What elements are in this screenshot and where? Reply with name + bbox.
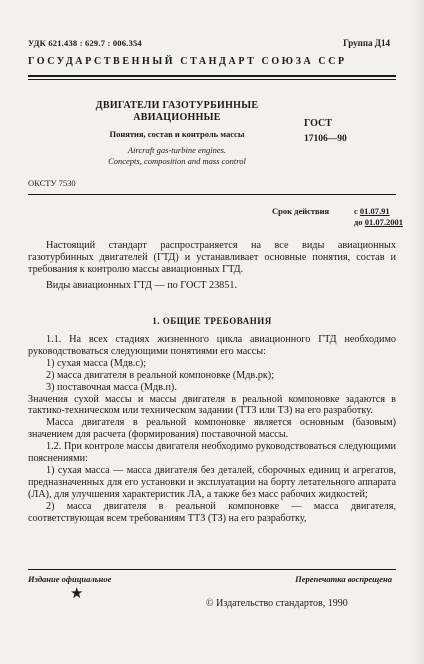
header-rule-thin [28, 79, 396, 80]
header-rule-thick [28, 75, 396, 77]
title-subtitle: Понятия, состав и контроль массы [109, 129, 245, 139]
star-icon: ★ [70, 586, 84, 602]
paragraph-base-mass: Масса двигателя в реальной компоновке является основным (базовым) значением для расчета (формирования) поставочной массы. [28, 417, 396, 441]
udk-code: УДК 621.438 : 629.7 : 006.354 [28, 38, 142, 48]
copyright-notice: © Издательство стандартов, 1990 [206, 598, 348, 609]
section-1-text [28, 334, 396, 525]
list-item-1: 1) сухая масса (Мдв.с); [46, 357, 147, 369]
english-title-2: Concepts, composition and mass control [108, 156, 246, 166]
paragraph-1-2: 1.2. При контроле массы двигателя необходимо руководствоваться следующими пояснениями: [28, 441, 396, 465]
okstu-code: ОКСТУ 7530 [28, 178, 76, 188]
page-edge-shadow [414, 0, 424, 664]
separator-rule [28, 194, 396, 195]
intro-paragraph-1: Настоящий стандарт распространяется на все виды авиационных газотурбинных двигателей (ГТД) и устанавливает основные понятия, состав и требования к контролю массы авиационных ГТД. [28, 240, 396, 275]
english-title-1: Aircraft gas-turbine engines. [127, 145, 227, 155]
standard-heading: ГОСУДАРСТВЕННЫЙ СТАНДАРТ СОЮЗА ССР [28, 56, 347, 67]
title-line-1: ДВИГАТЕЛИ ГАЗОТУРБИННЫЕ [95, 100, 259, 111]
list-item-2: 2) масса двигателя в реальной компоновке (Мдв.рк); [46, 369, 275, 381]
definition-real-mass: 2) масса двигателя в реальной компоновке — масса двигателя, соответствующая всем требованиям ТТЗ (ТЗ) на его разработку, [28, 500, 396, 524]
validity-from: 01.07.91 [359, 206, 390, 216]
gost-number: 17106—90 [304, 134, 347, 144]
group-code: Группа Д14 [343, 38, 390, 48]
paragraph-values: Значения сухой массы и массы двигателя в реальной компоновке задаются в тактико-техническом или техническом задании (ТТЗ или ТЗ) на его разработку. [28, 393, 396, 417]
title-block [62, 100, 292, 167]
validity-label: Срок действия [272, 206, 330, 216]
intro-paragraph-2: Виды авиационных ГТД — по ГОСТ 23851. [46, 279, 238, 291]
gost-label: ГОСТ [304, 118, 332, 129]
reprint-notice: Перепечатка воспрещена [295, 574, 392, 584]
validity-to: 01.07.2001 [364, 217, 403, 227]
gost-block [304, 118, 347, 144]
definition-dry-mass: 1) сухая масса — масса двигателя без деталей, сборочных единиц и агрегатов, предназначенных для его установки и эксплуатации на борту летательного аппарата (ЛА), для улучшения характеристик ЛА, а также без масс рабочих жидкостей; [28, 464, 396, 500]
list-item-3: 3) поставочная масса (Мдв.п). [46, 381, 177, 393]
section-title: 1. ОБЩИЕ ТРЕБОВАНИЯ [152, 316, 272, 326]
validity-from-label: с [354, 206, 358, 216]
title-line-2: АВИАЦИОННЫЕ [133, 112, 221, 123]
intro-text [28, 240, 396, 292]
official-edition: Издание официальное [28, 574, 112, 584]
paragraph-1-1: 1.1. На всех стадиях жизненного цикла авиационного ГТД необходимо руководствоваться следующими понятиями его массы: [28, 334, 396, 357]
validity-to-label: до [354, 217, 363, 227]
footer-rule [28, 569, 396, 570]
validity-block [272, 206, 403, 228]
